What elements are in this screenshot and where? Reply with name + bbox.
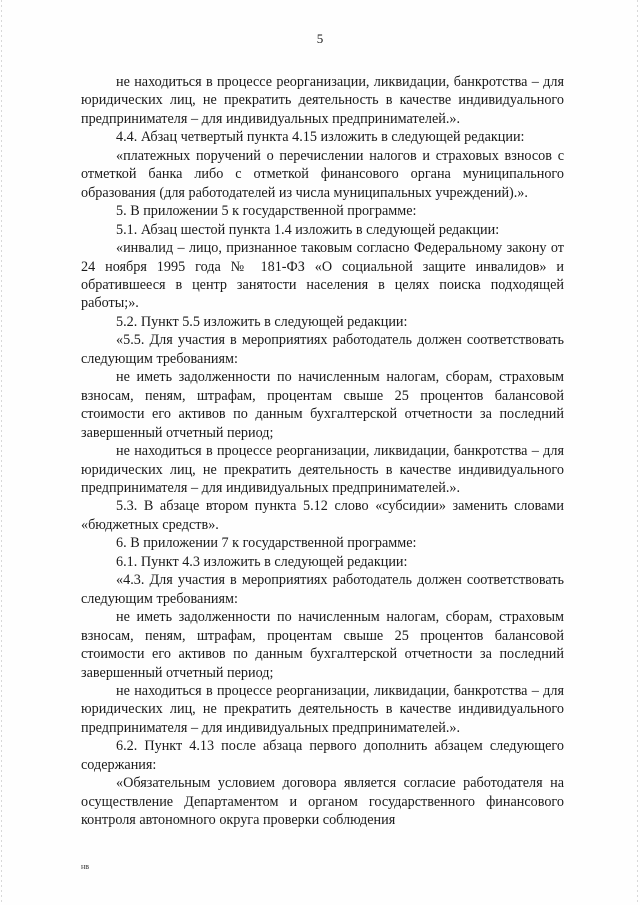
- paragraph: 6. В приложении 7 к государственной программе:: [116, 535, 417, 552]
- paragraph: не находиться в процессе реорганизации, ликвидации, банкротства – для юридических лиц, не прекратить деятельность в качестве индивидуального предпринимателя – для индивидуальных предпринимателей.».: [81, 443, 564, 496]
- paragraph: «Обязательным условием договора является согласие работодателя на осуществление Департаментом и органом государственного финансового контроля автономного округа проверки соблюдения: [81, 775, 564, 829]
- paragraph: 6.1. Пункт 4.3 изложить в следующей редакции:: [116, 553, 408, 570]
- paragraph: 5. В приложении 5 к государственной программе:: [116, 203, 417, 220]
- paragraph: не находиться в процессе реорганизации, ликвидации, банкротства – для юридических лиц, не прекратить деятельность в качестве индивидуального предпринимателя – для индивидуальных предпринимателей.».: [81, 74, 564, 127]
- paragraph: 5.3. В абзаце втором пункта 5.12 слово «субсидии» заменить словами «бюджетных средств».: [81, 498, 564, 533]
- paragraph: 6.2. Пункт 4.13 после абзаца первого дополнить абзацем следующего содержания:: [81, 738, 564, 773]
- document-body: [81, 73, 564, 830]
- paragraph: «инвалид – лицо, признанное таковым согласно Федеральному закону от 24 ноября 1995 года № 181-ФЗ «О социальной защите инвалидов» и обратившееся в центр занятости населения в целях поиска подходящей работы;».: [81, 240, 564, 312]
- page-number: 5: [316, 31, 324, 46]
- paragraph: не иметь задолженности по начисленным налогам, сборам, страховым взносам, пеням, штрафам, процентам свыше 25 процентов балансовой стоимости его активов по данным бухгалтерской отчетности за последний завершенный отчетный период;: [81, 609, 564, 681]
- paragraph: 5.2. Пункт 5.5 изложить в следующей редакции:: [116, 313, 408, 330]
- paragraph: «4.3. Для участия в мероприятиях работодатель должен соответствовать следующим требованиям:: [81, 572, 564, 607]
- paragraph: 4.4. Абзац четвертый пункта 4.15 изложить в следующей редакции:: [116, 129, 525, 146]
- footer-initials: нв: [81, 862, 90, 871]
- left-scan-edge: [1, 0, 2, 905]
- right-scan-edge: [637, 0, 638, 905]
- paragraph: «платежных поручений о перечислении налогов и страховых взносов с отметкой банка либо с отметкой финансового органа муниципального образования (для работодателей из числа муниципальных учреждений).».: [81, 147, 564, 201]
- paragraph: 5.1. Абзац шестой пункта 1.4 изложить в следующей редакции:: [116, 221, 500, 238]
- paragraph: «5.5. Для участия в мероприятиях работодатель должен соответствовать следующим требованиям:: [81, 332, 564, 367]
- paragraph: не иметь задолженности по начисленным налогам, сборам, страховым взносам, пеням, штрафам, процентам свыше 25 процентов балансовой стоимости его активов по данным бухгалтерской отчетности за последний завершенный отчетный период;: [81, 369, 564, 441]
- paragraph: не находиться в процессе реорганизации, ликвидации, банкротства – для юридических лиц, не прекратить деятельность в качестве индивидуального предпринимателя – для индивидуальных предпринимателей.».: [81, 682, 564, 736]
